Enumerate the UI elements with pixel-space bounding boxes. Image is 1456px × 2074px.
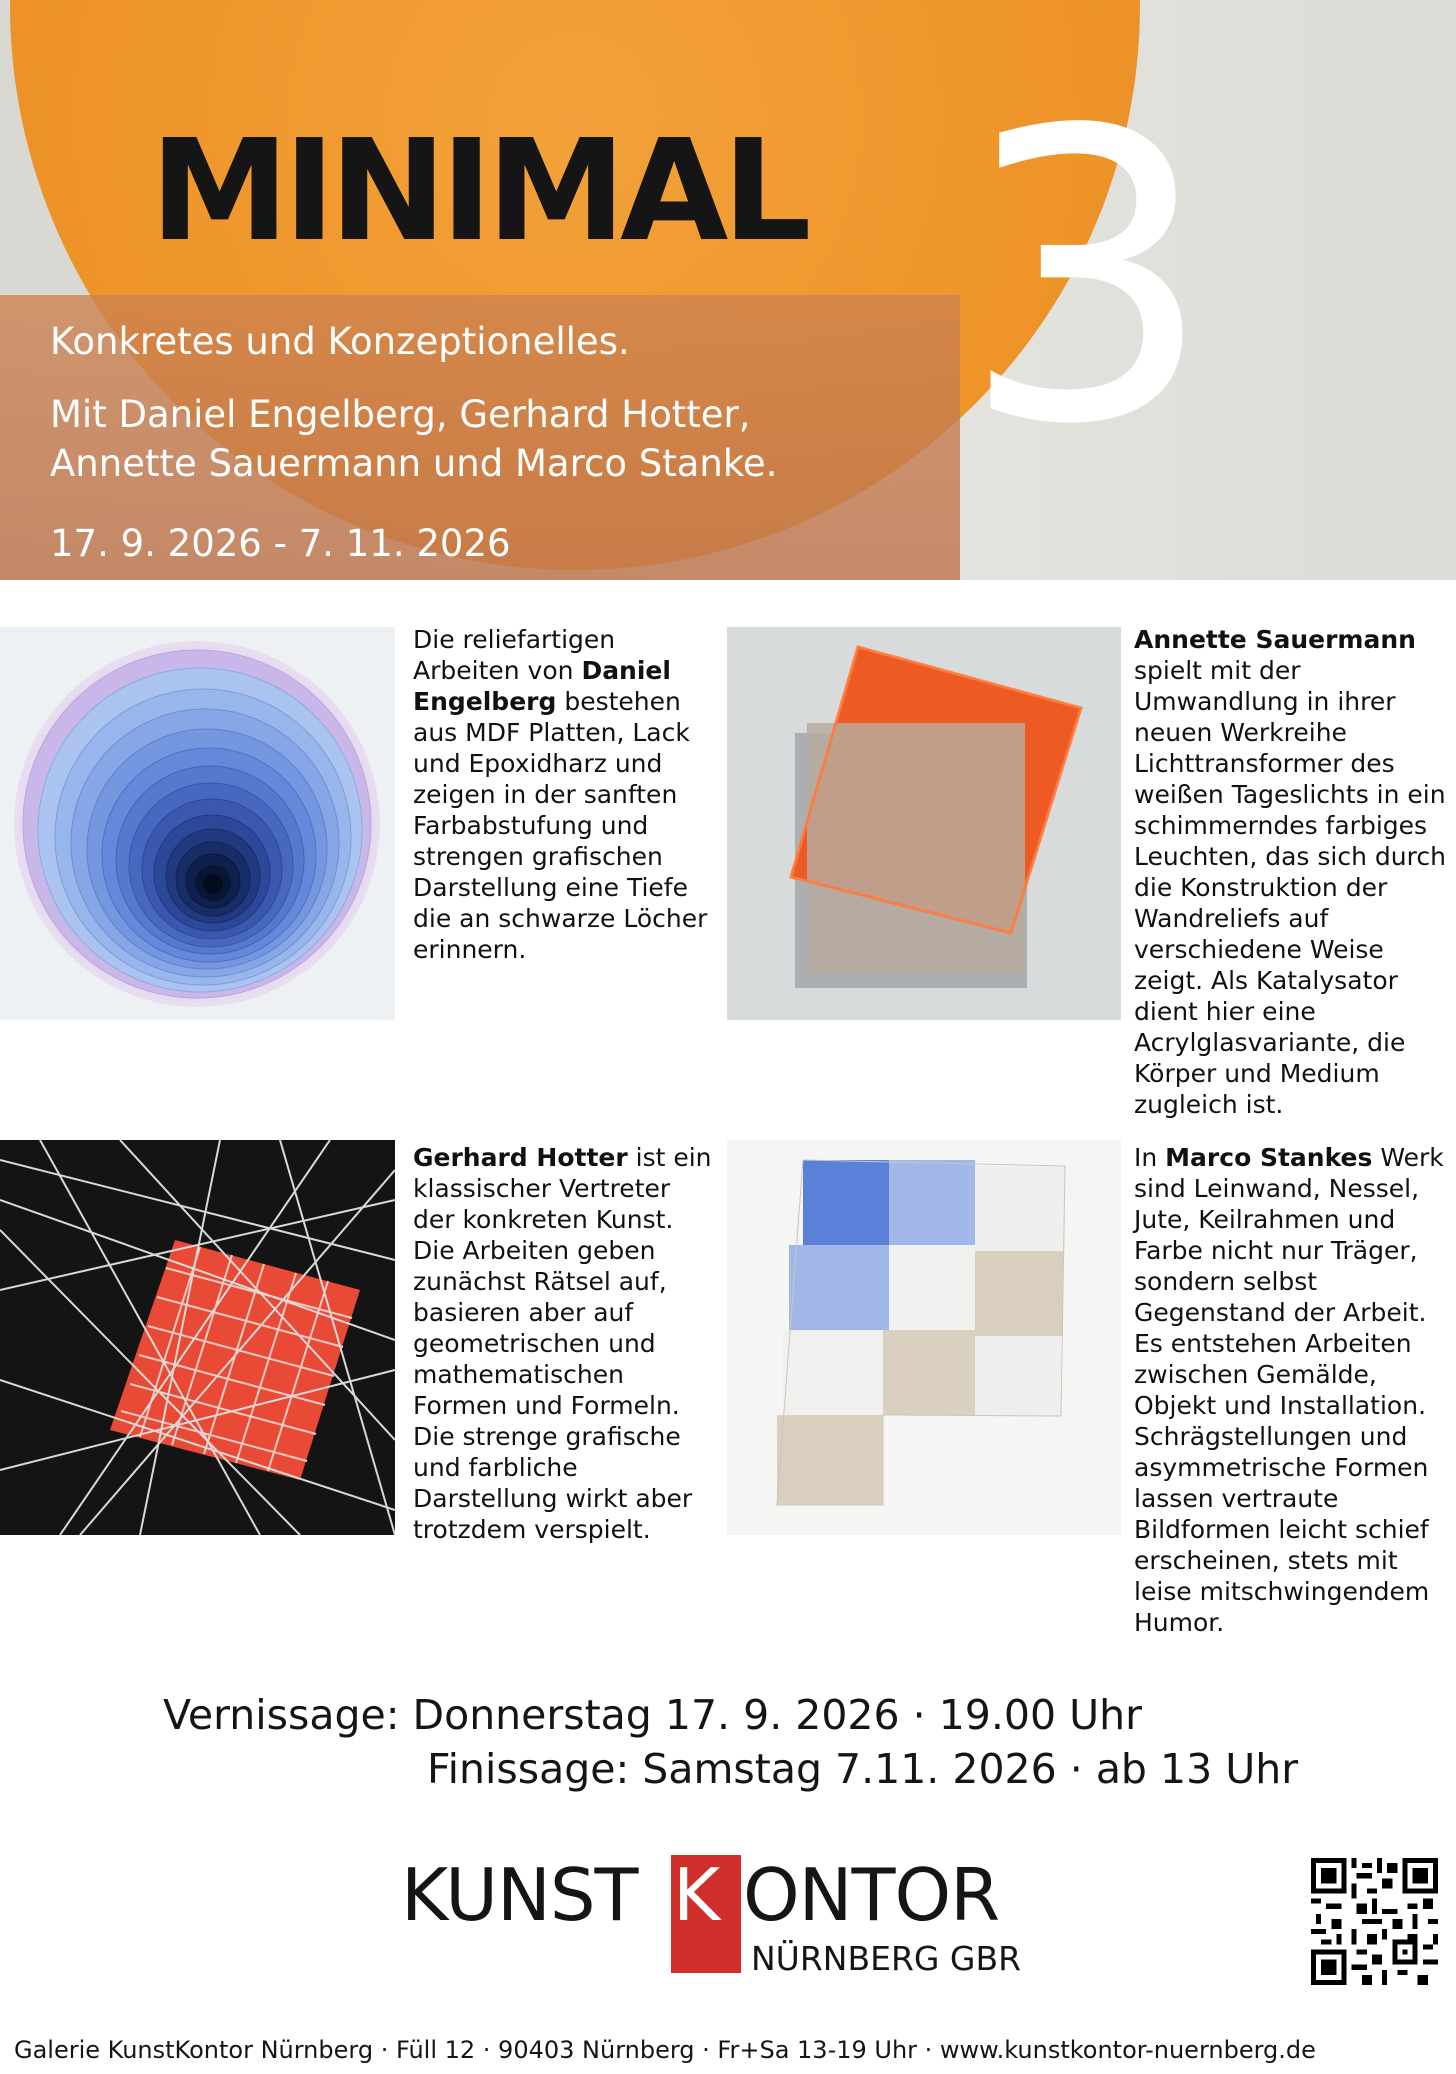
text-stanke-pre: In bbox=[1134, 1143, 1166, 1172]
logo-kunst: KUNST bbox=[401, 1853, 638, 1937]
artist-name-engelberg: Daniel Engelberg bbox=[413, 656, 671, 716]
artwork-engelberg bbox=[0, 627, 395, 1020]
artists-line-2: Annette Sauermann und Marco Stanke. bbox=[50, 442, 778, 485]
text-engelberg-pre: Die reliefartigen Arbeiten von bbox=[413, 625, 616, 685]
text-engelberg bbox=[413, 624, 713, 965]
logo-k-letter: K bbox=[673, 1853, 721, 1937]
artwork-stanke bbox=[727, 1140, 1121, 1535]
artwork-sauermann bbox=[727, 627, 1121, 1020]
finissage-info: Finissage: Samstag 7.11. 2026 · ab 13 Uhr bbox=[427, 1745, 1299, 1793]
exhibition-dates: 17. 9. 2026 - 7. 11. 2026 bbox=[50, 522, 511, 565]
logo-ontor: ONTOR bbox=[743, 1853, 1000, 1937]
text-hotter bbox=[413, 1142, 713, 1545]
logo-subtitle: NÜRNBERG GBR bbox=[751, 1939, 1022, 1978]
text-sauermann bbox=[1134, 624, 1454, 1120]
hero-banner bbox=[0, 0, 1456, 580]
qr-code-icon bbox=[1311, 1858, 1438, 1985]
text-engelberg-body: bestehen aus MDF Platten, Lack und Epoxidharz und zeigen in der sanften Farbabstufung und strengen grafischen Darstellung eine Tiefe die an schwarze Löcher erinnern. bbox=[413, 687, 708, 964]
concentric-rings-artwork bbox=[0, 627, 395, 1020]
text-sauermann-body: spielt mit der Umwandlung in ihrer neuen Werkreihe Lichttransformer des weißen Tageslichts in ein schimmerndes farbiges Leuchten, das sich durch die Konstruktion der Wandreliefs auf verschiedene Weise zeigt. Als Katalysator dient hier eine Acrylglasvariante, die Körper und Medium zugleich ist. bbox=[1134, 656, 1446, 1119]
artists-line-1: Mit Daniel Engelberg, Gerhard Hotter, bbox=[50, 393, 751, 436]
exhibition-number: 3 bbox=[960, 47, 1215, 512]
text-stanke-body: Werk sind Leinwand, Nessel, Jute, Keilrahmen und Farbe nicht nur Träger, sondern selbst Gegenstand der Arbeit. Es entstehen Arbeiten zwischen Gemälde, Objekt und Installation. Schrägstellungen und asymmetrische Formen lassen vertraute Bildformen leicht schief erscheinen, stets mit leise mitschwingendem Humor. bbox=[1134, 1143, 1444, 1637]
artist-name-stanke: Marco Stankes bbox=[1165, 1143, 1373, 1172]
vernissage-info: Vernissage: Donnerstag 17. 9. 2026 · 19.00 Uhr bbox=[163, 1691, 1142, 1739]
text-hotter-body: ist ein klassischer Vertreter der konkreten Kunst. Die Arbeiten geben zunächst Rätsel auf, basieren aber auf geometrischen und mathematischen Formen und Formeln. Die strenge grafische und farbliche Darstellung wirkt aber trotzdem verspielt. bbox=[413, 1143, 712, 1544]
kunstkontor-logo bbox=[401, 1855, 1061, 1990]
qr-code[interactable] bbox=[1311, 1858, 1438, 1985]
artwork-hotter bbox=[0, 1140, 395, 1535]
artist-name-hotter: Gerhard Hotter bbox=[413, 1143, 628, 1172]
red-grid-artwork bbox=[0, 1140, 395, 1535]
checkerboard-canvas-artwork bbox=[727, 1140, 1121, 1535]
exhibition-subtitle: Konkretes und Konzeptionelles. bbox=[50, 320, 630, 363]
artist-name-sauermann: Annette Sauermann bbox=[1134, 625, 1416, 654]
exhibition-title: MINIMAL bbox=[150, 110, 806, 273]
footer-address: Galerie KunstKontor Nürnberg · Füll 12 · 90403 Nürnberg · Fr+Sa 13-19 Uhr · www.kunstkontor-nuernberg.de bbox=[14, 2036, 1316, 2064]
text-stanke bbox=[1134, 1142, 1454, 1638]
light-transformer-artwork bbox=[727, 627, 1121, 1020]
